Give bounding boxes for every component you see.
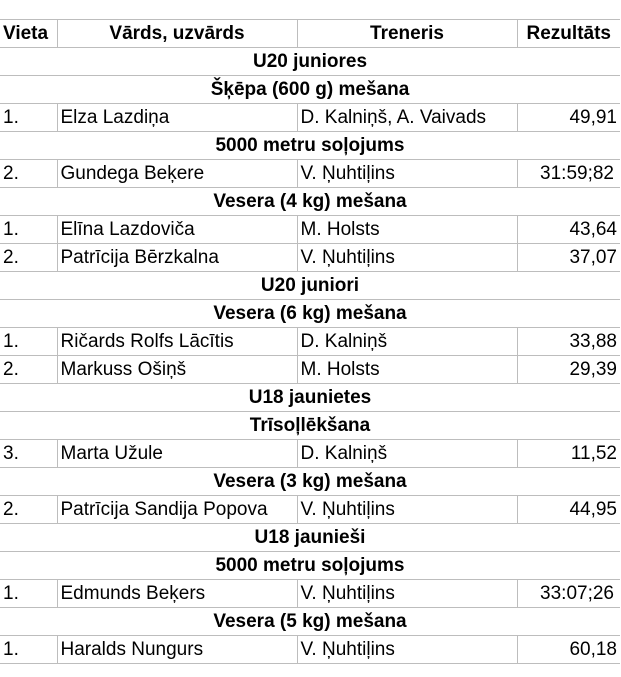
name-cell: Edmunds Beķers: [57, 580, 297, 608]
coach-cell: D. Kalniņš: [297, 440, 517, 468]
event-title: Šķēpa (600 g) mešana: [0, 76, 620, 104]
age-group-row: [0, 524, 620, 552]
table-row: [0, 580, 620, 608]
header-coach: Treneris: [297, 20, 517, 48]
place-cell: 2.: [0, 496, 57, 524]
table-row: [0, 356, 620, 384]
table-row: [0, 104, 620, 132]
header-row: [0, 20, 620, 48]
event-title: Vesera (6 kg) mešana: [0, 300, 620, 328]
name-cell: Elza Lazdiņa: [57, 104, 297, 132]
age-group-title: U20 juniores: [0, 48, 620, 76]
table-row: [0, 244, 620, 272]
result-cell: 11,52: [517, 440, 620, 468]
event-row: [0, 412, 620, 440]
table-row: [0, 160, 620, 188]
coach-cell: V. Ņuhtiļins: [297, 160, 517, 188]
result-cell: 33,88: [517, 328, 620, 356]
age-group-title: U20 juniori: [0, 272, 620, 300]
results-table: [0, 19, 620, 664]
event-row: [0, 468, 620, 496]
header-name: Vārds, uzvārds: [57, 20, 297, 48]
name-cell: Marta Užule: [57, 440, 297, 468]
name-cell: Patrīcija Sandija Popova: [57, 496, 297, 524]
coach-cell: D. Kalniņš: [297, 328, 517, 356]
result-cell: 60,18: [517, 636, 620, 664]
result-cell: 43,64: [517, 216, 620, 244]
table-row: [0, 496, 620, 524]
place-cell: 2.: [0, 356, 57, 384]
place-cell: 1.: [0, 328, 57, 356]
place-cell: 1.: [0, 580, 57, 608]
event-title: Vesera (4 kg) mešana: [0, 188, 620, 216]
header-result: Rezultāts: [517, 20, 620, 48]
name-cell: Haralds Nungurs: [57, 636, 297, 664]
name-cell: Ričards Rolfs Lācītis: [57, 328, 297, 356]
coach-cell: V. Ņuhtiļins: [297, 496, 517, 524]
table-row: [0, 636, 620, 664]
result-cell: 29,39: [517, 356, 620, 384]
age-group-title: U18 jaunietes: [0, 384, 620, 412]
age-group-row: [0, 272, 620, 300]
event-row: [0, 552, 620, 580]
name-cell: Patrīcija Bērzkalna: [57, 244, 297, 272]
age-group-row: [0, 384, 620, 412]
coach-cell: M. Holsts: [297, 356, 517, 384]
place-cell: 1.: [0, 636, 57, 664]
result-cell: 37,07: [517, 244, 620, 272]
result-cell: 44,95: [517, 496, 620, 524]
results-table-body: [0, 20, 620, 664]
coach-cell: D. Kalniņš, A. Vaivads: [297, 104, 517, 132]
header-place: Vieta: [0, 20, 57, 48]
coach-cell: M. Holsts: [297, 216, 517, 244]
event-title: Vesera (5 kg) mešana: [0, 608, 620, 636]
result-cell: 49,91: [517, 104, 620, 132]
name-cell: Markuss Ošiņš: [57, 356, 297, 384]
coach-cell: V. Ņuhtiļins: [297, 636, 517, 664]
place-cell: 2.: [0, 160, 57, 188]
event-row: [0, 608, 620, 636]
coach-cell: V. Ņuhtiļins: [297, 580, 517, 608]
name-cell: Elīna Lazdoviča: [57, 216, 297, 244]
coach-cell: V. Ņuhtiļins: [297, 244, 517, 272]
event-row: [0, 132, 620, 160]
place-cell: 1.: [0, 104, 57, 132]
event-title: Vesera (3 kg) mešana: [0, 468, 620, 496]
result-cell: 31:59;82: [517, 160, 620, 188]
age-group-row: [0, 48, 620, 76]
table-row: [0, 328, 620, 356]
event-title: 5000 metru soļojums: [0, 132, 620, 160]
place-cell: 1.: [0, 216, 57, 244]
event-title: Trīsoļlēkšana: [0, 412, 620, 440]
name-cell: Gundega Beķere: [57, 160, 297, 188]
age-group-title: U18 jaunieši: [0, 524, 620, 552]
event-row: [0, 76, 620, 104]
event-row: [0, 300, 620, 328]
event-title: 5000 metru soļojums: [0, 552, 620, 580]
table-row: [0, 216, 620, 244]
event-row: [0, 188, 620, 216]
table-row: [0, 440, 620, 468]
result-cell: 33:07;26: [517, 580, 620, 608]
place-cell: 3.: [0, 440, 57, 468]
place-cell: 2.: [0, 244, 57, 272]
